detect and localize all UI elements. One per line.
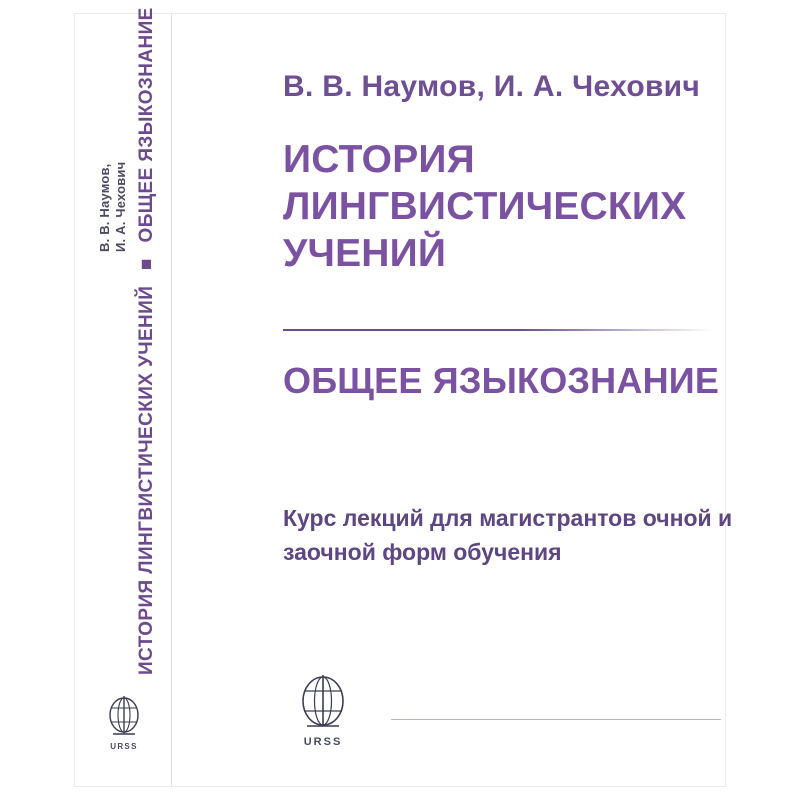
spine-author-line-2: И. А. Чехович: [113, 161, 128, 252]
cover-title-sub: ОБЩЕЕ ЯЗЫКОЗНАНИЕ: [283, 360, 720, 401]
cover-title-main: ИСТОРИЯ ЛИНГВИСТИЧЕСКИХ УЧЕНИЙ: [283, 138, 687, 275]
urss-globe-icon: [297, 672, 349, 734]
title-divider: [283, 329, 713, 331]
spine-publisher-name: URSS: [110, 742, 138, 751]
spine-title: [136, 7, 158, 675]
urss-globe-icon: [107, 694, 141, 740]
spine-author-line-1: В. В. Наумов,: [97, 163, 112, 252]
spine-title-part-2: ОБЩЕЕ ЯЗЫКОЗНАНИЕ: [136, 7, 157, 243]
book: [75, 7, 733, 786]
book-spine: [75, 7, 172, 786]
spine-title-part-1: ИСТОРИЯ ЛИНГВИСТИЧЕСКИХ УЧЕНИЙ: [136, 285, 157, 675]
cover-publisher-logo: [285, 672, 361, 748]
cover-subtitle: Курс лекций для магистрантов очной и заочной форм обучения: [283, 505, 733, 565]
book-front-panel: [173, 14, 733, 786]
cover-publisher-name: URSS: [303, 736, 343, 748]
spine-authors: [97, 0, 129, 252]
spine-separator-icon: ■: [136, 258, 157, 271]
spine-publisher-logo: [102, 694, 146, 751]
footer-divider: [391, 719, 721, 720]
cover-authors: В. В. Наумов, И. А. Чехович: [283, 70, 701, 103]
